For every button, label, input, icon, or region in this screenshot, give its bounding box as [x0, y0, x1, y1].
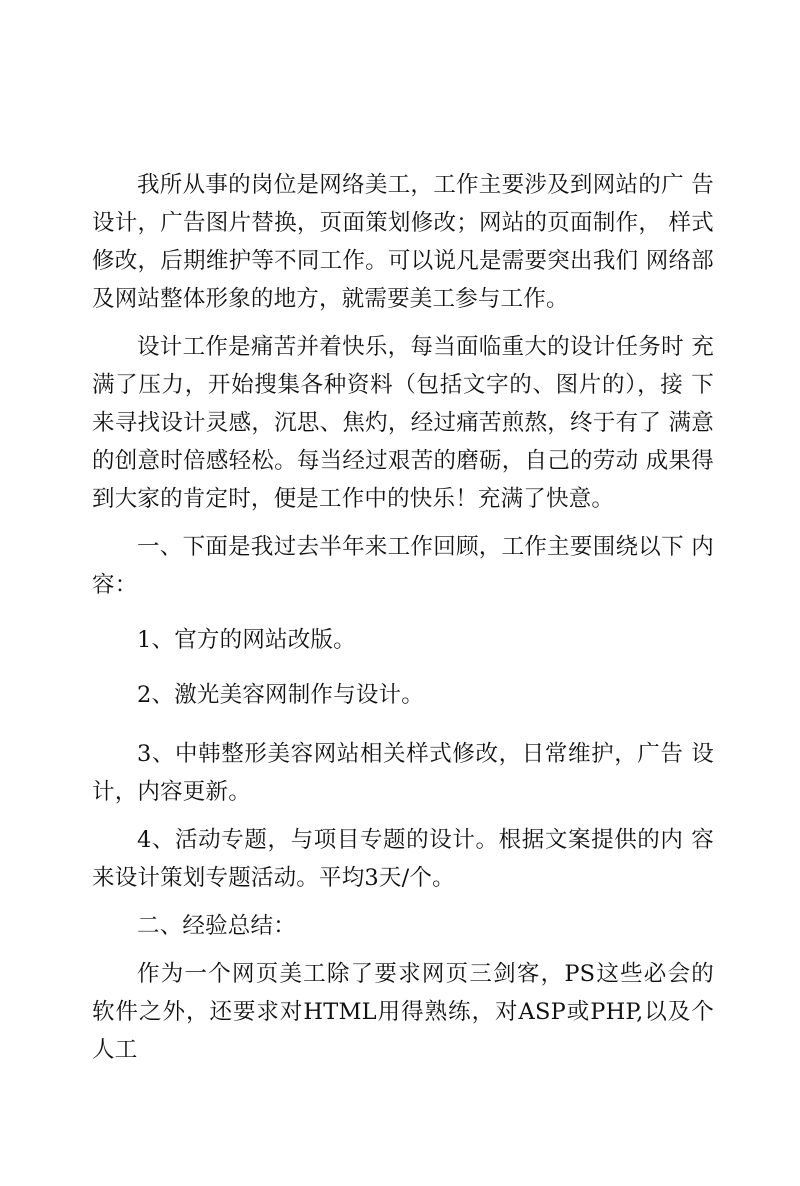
list-item-2: 2、激光美容网制作与设计。: [137, 682, 424, 708]
paragraph-experience-heading: 二、经验总结：: [137, 913, 296, 939]
document-body: [92, 166, 714, 1079]
paragraph-experience-summary: 作为一个网页美工除了要求网页三剑客，PS这些必会的 软件之外，还要求对HTML用得熟练，对ASP或PHP,以及个 人工: [92, 961, 714, 1063]
paragraph-job-description: 我所从事的岗位是网络美工，工作主要涉及到网站的广 告设计，广告图片替换，页面策划修改；网站的页面制作， 样式修改，后期维护等不同工作。可以说凡是需要突出我们 网络部及网站整体形象的地方，就需要美工参与工作。: [92, 172, 714, 312]
paragraph-work-review-heading: 一、下面是我过去半年来工作回顾，工作主要围绕以下 内容：: [92, 534, 714, 598]
list-item-4: 4、活动专题，与项目专题的设计。根据文案提供的内 容来设计策划专题活动。平均3天/个。: [92, 827, 714, 891]
list-item-3: 3、中韩整形美容网站相关样式修改，日常维护，广告 设计，内容更新。: [92, 741, 714, 805]
list-item-1: 1、官方的网站改版。: [137, 627, 356, 653]
paragraph-design-work: 设计工作是痛苦并着快乐，每当面临重大的设计任务时 充满了压力，开始搜集各种资料（包括文字的、图片的），接 下来寻找设计灵感，沉思、焦灼，经过痛苦煎熬，终于有了 满意的创意时倍感轻松。每当经过艰苦的磨砺，自己的劳动 成果得到大家的肯定时，便是工作中的快乐！充满了快意。: [92, 334, 714, 512]
